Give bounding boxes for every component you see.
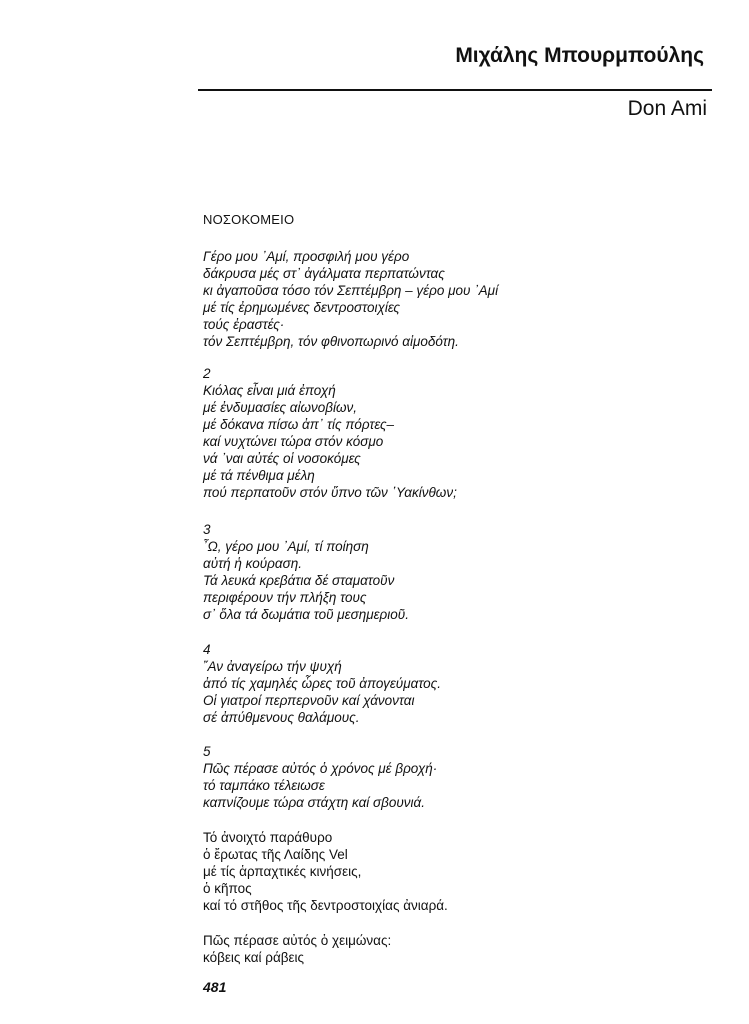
stanza-1 <box>203 248 498 350</box>
stanza-5 <box>203 743 437 811</box>
poem-line: ῎Αν ἀναγείρω τήν ψυχή <box>203 659 342 674</box>
stanza-7 <box>203 932 391 966</box>
poem-line: καί νυχτώνει τώρα στόν κόσμο <box>203 434 384 449</box>
poem-line: μέ δόκανα πίσω ἀπ᾿ τίς πόρτες– <box>203 417 395 432</box>
poem-line: Πῶς πέρασε αὐτός ὁ χρόνος μέ βροχή· <box>203 761 438 776</box>
section-title: ΝΟΣΟΚΟΜΕΙΟ <box>203 212 295 227</box>
poem-line: πού περπατοῦν στόν ὕπνο τῶν ῾Υακίνθων; <box>203 485 457 500</box>
stanza-6 <box>203 829 448 914</box>
poem-line: μέ τά πένθιμα μέλη <box>203 468 315 483</box>
poem-line: Τό ἀνοιχτό παράθυρο <box>203 830 333 845</box>
poem-line: Οἱ γιατροί περπερνοῦν καί χάνονται <box>203 693 415 708</box>
poem-line: σ᾿ ὅλα τά δωμάτια τοῦ μεσημεριοῦ. <box>203 607 409 622</box>
poem-line: σέ ἀπύθμενους θαλάμους. <box>203 710 360 725</box>
poem-line: Τά λευκά κρεβάτια δέ σταματοῦν <box>203 573 395 588</box>
poem-line: τόν Σεπτέμβρη, τόν φθινοπωρινό αἱμοδότη. <box>203 334 459 349</box>
poem-line: ὁ κῆπος <box>203 881 252 896</box>
stanza-2 <box>203 365 457 501</box>
poem-line: Κιόλας εἶναι μιά ἐποχή <box>203 383 336 398</box>
poem-line: δάκρυσα μές στ᾿ ἀγάλματα περπατώντας <box>203 266 445 281</box>
poem-line: νά ᾿ναι αὐτές οἱ νοσοκόμες <box>203 451 361 466</box>
stanza-number: 4 <box>203 642 211 657</box>
running-header-author: Μιχάλης Μπουρμπούλης <box>455 44 704 67</box>
running-header-poem-title: Don Ami <box>627 97 707 120</box>
poem-line: τό ταμπάκο τέλειωσε <box>203 778 325 793</box>
page-number: 481 <box>203 979 227 995</box>
poem-line: ἀπό τίς χαμηλές ὧρες τοῦ ἀπογεύματος. <box>203 676 441 691</box>
poem-line: κόβεις καί ράβεις <box>203 950 305 965</box>
poem-line: καί τό στῆθος τῆς δεντροστοιχίας ἀνιαρά. <box>203 898 448 913</box>
poem-line: Γέρο μου ᾿Αμί, προσφιλή μου γέρο <box>203 249 410 264</box>
poem-line: ῏Ω, γέρο μου ᾿Αμί, τί ποίηση <box>203 539 369 554</box>
poem-line: μέ τίς ἁρπαχτικές κινήσεις, <box>203 864 362 879</box>
poem-line: Πῶς πέρασε αὐτός ὁ χειμώνας: <box>203 933 392 948</box>
header-rule <box>198 89 712 91</box>
stanza-number: 5 <box>203 744 211 759</box>
stanza-number: 3 <box>203 522 211 537</box>
poem-line: τούς ἐραστές· <box>203 317 285 332</box>
poem-line: καπνίζουμε τώρα στάχτη καί σβουνιά. <box>203 795 426 810</box>
stanza-3 <box>203 521 409 623</box>
poem-line: μέ ἐνδυμασίες αἰωνοβίων, <box>203 400 358 415</box>
poem-line: περιφέρουν τήν πλήξη τους <box>203 590 367 605</box>
poem-line: ὁ ἔρωτας τῆς Λαίδης Vel <box>203 847 348 862</box>
stanza-number: 2 <box>203 366 211 381</box>
poem-line: μέ τίς ἐρημωμένες δεντροστοιχίες <box>203 300 400 315</box>
poem-line: αὐτή ἡ κούραση. <box>203 556 302 571</box>
poem-line: κι ἀγαποῦσα τόσο τόν Σεπτέμβρη – γέρο μου ᾿Αμί <box>203 283 499 298</box>
stanza-4 <box>203 641 441 726</box>
